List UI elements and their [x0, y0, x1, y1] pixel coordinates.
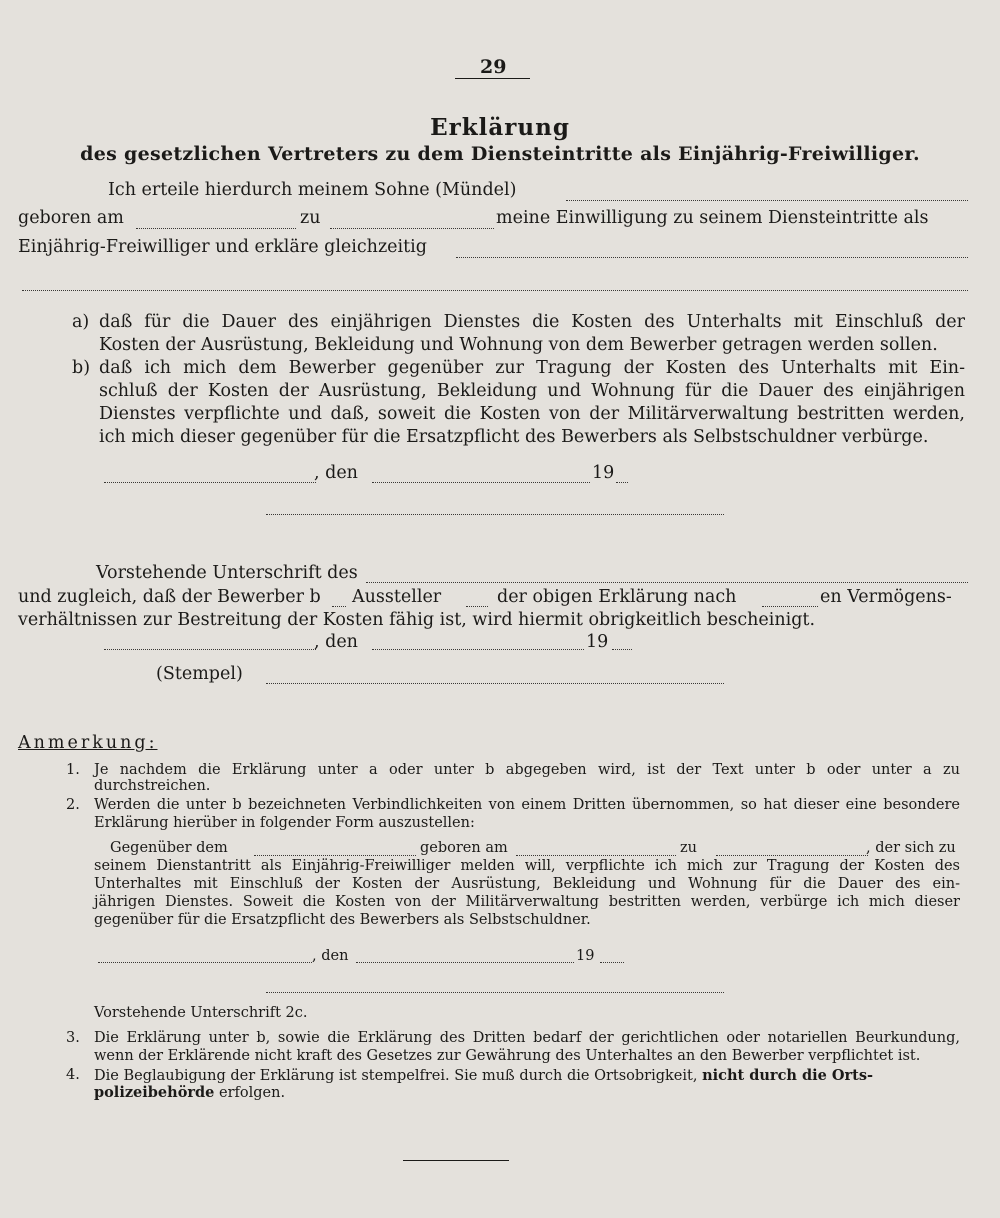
cert-line-2c: der obigen Erklärung nach	[497, 587, 737, 607]
note-1-number: 1.	[66, 762, 80, 778]
born-at-label: geboren am	[18, 208, 124, 228]
form-field-birthplace[interactable]	[716, 855, 868, 856]
note-4-line-2-text: erfolgen.	[219, 1085, 286, 1101]
document-title: Erklärung	[430, 114, 570, 141]
cert-line-1: Vorstehende Unterschrift des	[96, 563, 358, 583]
note-2-line-2: Erklärung hierüber in folgender Form auszustellen:	[94, 815, 475, 831]
form-field-birthdate[interactable]	[516, 855, 676, 856]
page-number-rule	[455, 78, 530, 79]
cert-line-2a: und zugleich, daß der Bewerber b	[18, 587, 321, 607]
clause-b-line-1: daß ich mich dem Bewerber gegenüber zur Tragung der Kosten des Unterhalts mit Ein-	[99, 358, 965, 378]
date-field-1[interactable]	[372, 482, 590, 483]
year-field-2[interactable]	[612, 649, 632, 650]
cert-line-2d: en Vermögens-	[820, 587, 952, 607]
birth-date-field[interactable]	[136, 228, 296, 229]
note-2-number: 2.	[66, 797, 80, 813]
cert-line-2b: Aussteller	[352, 587, 442, 607]
note-4-emphasis-cont: polizeibehörde	[94, 1084, 215, 1101]
intro-line-3: Einjährig-Freiwilliger und erkläre gleichzeitig	[18, 237, 427, 257]
form-line-1a: Gegenüber dem	[110, 840, 228, 856]
birth-place-field[interactable]	[330, 228, 494, 229]
form-signature-note: Vorstehende Unterschrift 2c.	[94, 1005, 308, 1021]
ward-name-field[interactable]	[566, 200, 968, 201]
note-1-line-1: Je nachdem die Erklärung unter a oder unter b abgegeben wird, ist der Text unter b oder unter a zu	[94, 762, 960, 778]
note-4-number: 4.	[66, 1067, 80, 1083]
date-den-2: , den	[314, 632, 358, 652]
form-line-3: Unterhaltes mit Einschluß der Kosten der Ausrüstung, Bekleidung und Wohnung für die Dauer des ein-	[94, 876, 960, 892]
cert-field-nach[interactable]	[762, 606, 818, 607]
notes-heading: Anmerkung:	[18, 733, 158, 753]
stamp-label: (Stempel)	[156, 664, 243, 684]
note-4-line-1-text: Die Beglaubigung der Erklärung ist stempelfrei. Sie muß durch die Ortsobrigkeit,	[94, 1068, 698, 1084]
clause-b-line-2: schluß der Kosten der Ausrüstung, Bekleidung und Wohnung für die Dauer des einjährigen	[99, 381, 965, 401]
cert-field-aussteller[interactable]	[466, 606, 488, 607]
clause-a-line-2: Kosten der Ausrüstung, Bekleidung und Wohnung von dem Bewerber getragen werden sollen.	[99, 335, 938, 355]
form-date-field[interactable]	[356, 962, 574, 963]
intro-line-1	[108, 180, 516, 200]
form-den: , den	[312, 948, 349, 964]
cert-name-field[interactable]	[366, 582, 968, 583]
date-den-1: , den	[314, 463, 358, 483]
form-line-1b: geboren am	[420, 840, 508, 856]
form-line-1d: , der sich zu	[866, 840, 956, 856]
note-3-line-2: wenn der Erklärende nicht kraft des Gesetzes zur Gewährung des Unterhaltes an den Bewerber verpflichtet ist.	[94, 1048, 921, 1064]
form-year: 19	[576, 948, 595, 964]
note-4-line-2	[94, 1084, 285, 1101]
document-subtitle: des gesetzlichen Vertreters zu dem Diensteintritte als Einjährig-Freiwilliger.	[80, 143, 920, 165]
cert-field-b[interactable]	[332, 606, 346, 607]
form-line-4: jährigen Dienstes. Soweit die Kosten von der Militärverwaltung bestritten werden, verbürge ich mich dieser	[94, 894, 960, 910]
clause-b-line-3: Dienstes verpflichte und daß, soweit die Kosten von der Militärverwaltung bestritten werden,	[99, 404, 965, 424]
form-place-field[interactable]	[98, 962, 312, 963]
clause-a-line-1: daß für die Dauer des einjährigen Dienstes die Kosten des Unterhalts mit Einschluß der	[99, 312, 965, 332]
place-field-1[interactable]	[104, 482, 316, 483]
declaration-field-cont[interactable]	[22, 290, 968, 291]
note-3-line-1: Die Erklärung unter b, sowie die Erklärung des Dritten bedarf der gerichtlichen oder notariellen Beurkundung,	[94, 1030, 960, 1046]
year-field-1[interactable]	[616, 482, 628, 483]
clause-a-marker: a)	[72, 312, 90, 332]
date-year-2: 19	[586, 632, 609, 652]
note-4-emphasis: nicht durch die Orts-	[702, 1067, 874, 1084]
signature-field-2[interactable]	[266, 683, 724, 684]
note-3-number: 3.	[66, 1030, 80, 1046]
intro-text: Ich erteile hierdurch meinem Sohne (Mündel)	[108, 180, 517, 200]
note-4-line-1	[94, 1067, 873, 1084]
date-field-2[interactable]	[372, 649, 584, 650]
page-number: 29	[480, 56, 507, 78]
form-line-1c: zu	[680, 840, 697, 856]
intro-line-2-end: meine Einwilligung zu seinem Diensteintritte als	[496, 208, 929, 228]
clause-b-marker: b)	[72, 358, 91, 378]
form-line-5: gegenüber für die Ersatzpflicht des Bewerbers als Selbstschuldner.	[94, 912, 591, 928]
form-year-field[interactable]	[600, 962, 624, 963]
note-2-line-1: Werden die unter b bezeichneten Verbindlichkeiten von einem Dritten übernommen, so hat dieser eine besondere	[94, 797, 960, 813]
born-in-label: zu	[300, 208, 321, 228]
closing-rule	[403, 1160, 509, 1161]
declaration-field[interactable]	[456, 257, 968, 258]
form-line-2: seinem Dienstantritt als Einjährig-Freiwilliger melden will, verpflichte ich mich zur Tragung der Kosten des	[94, 858, 960, 874]
note-1-line-2: durchstreichen.	[94, 778, 211, 794]
form-field-name[interactable]	[254, 855, 416, 856]
date-year-1: 19	[592, 463, 615, 483]
clause-b-line-4: ich mich dieser gegenüber für die Ersatzpflicht des Bewerbers als Selbstschuldner verbürge.	[99, 427, 929, 447]
place-field-2[interactable]	[104, 649, 316, 650]
signature-field-1[interactable]	[266, 514, 724, 515]
form-signature-field[interactable]	[266, 992, 724, 993]
cert-line-3: verhältnissen zur Bestreitung der Kosten fähig ist, wird hiermit obrigkeitlich bescheinigt.	[18, 610, 816, 630]
